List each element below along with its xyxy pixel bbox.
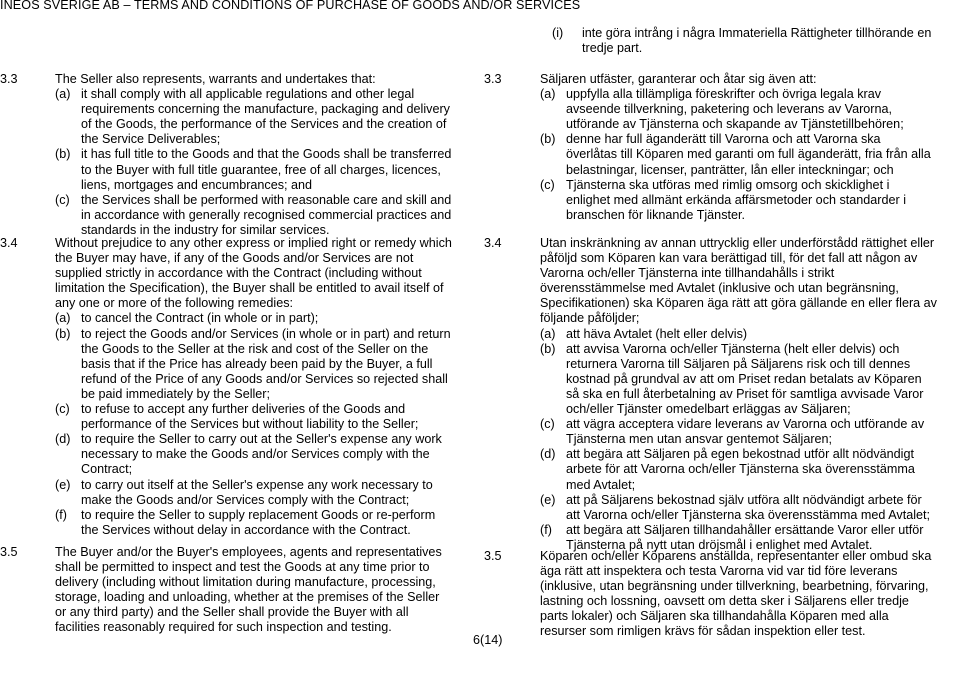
item-label: (d) <box>55 432 71 447</box>
item-line: att Varorna och/eller Tjänsterna ska överensstämma med Avtalet; <box>566 507 931 522</box>
list-item <box>55 432 478 477</box>
item-line: Tjänsterna men utan ansvar gentemot Säljaren; <box>566 432 833 447</box>
section-intro-line: Varorna och/eller Tjänsterna inte tillhandahålls i strikt <box>540 266 835 281</box>
paragraph-line: delivery (including without limitation during manufacture, processing, <box>55 575 436 590</box>
item-line: to reject the Goods and/or Services (in whole or in part) and return <box>81 326 451 341</box>
item-label: (e) <box>540 492 556 507</box>
list-item <box>540 342 960 417</box>
section-intro: The Seller also represents, warrants and undertakes that: <box>55 72 376 86</box>
item-line: Contract; <box>81 462 133 477</box>
item-line: så ska en full återbetalning av Priset för samtliga avvisade Varor <box>566 386 924 401</box>
list-item <box>540 87 960 132</box>
item-line: att på Säljarens bekostnad själv utföra allt nödvändigt arbete för <box>566 492 922 507</box>
section-number: 3.3 <box>0 72 18 86</box>
list-item <box>55 508 478 538</box>
item-line: att häva Avtalet (helt eller delvis) <box>566 326 748 341</box>
item-line: necessary to make the Goods and/or Services comply with the <box>81 447 430 462</box>
item-line: Tjänsterna ska utföras med rimlig omsorg och skicklighet i <box>566 177 890 192</box>
item-line: make the Goods and/or Services comply with the Contract; <box>81 492 410 507</box>
paragraph-line: resurser som rimligen krävs för sådan inspektion eller test. <box>540 624 866 639</box>
item-line: requirements concerning the manufacture, packaging and delivery <box>81 102 450 117</box>
item-label: (i) <box>552 26 564 40</box>
paragraph-line: The Buyer and/or the Buyer's employees, agents and representatives <box>55 545 442 559</box>
list-item <box>540 327 960 342</box>
list-item <box>540 417 960 447</box>
list-item <box>55 147 478 192</box>
list-item <box>55 87 478 147</box>
section-intro: Säljaren utfäster, garanterar och åtar sig även att: <box>540 72 817 86</box>
list-item <box>540 493 960 523</box>
item-line: kostnad på grundval av att om Priset redan betalats av Köparen <box>566 371 922 386</box>
item-line: att vägra acceptera vidare leverans av Varorna och utförande av <box>566 417 925 432</box>
item-line: tredje part. <box>582 41 643 56</box>
item-line: att begära att Säljaren på egen bekostnad utför allt nödvändigt <box>566 447 914 462</box>
list-item <box>55 478 478 508</box>
item-line: basis that if the Price has already been paid by the Buyer, a full <box>81 356 433 371</box>
section-number: 3.4 <box>0 236 18 250</box>
section-intro-line: Utan inskränkning av annan uttrycklig eller underförstådd rättighet eller <box>540 236 935 250</box>
section-intro-line: supplied strictly in accordance with the Contract (including without <box>55 266 422 281</box>
item-line: the Services shall be performed with reasonable care and skill and <box>81 192 452 207</box>
paragraph-line: Köparen och/eller Köparens anställda, representanter eller ombud ska <box>540 549 932 563</box>
paragraph-line: (inklusive, utan begränsning under tillverkning, bearbetning, förvaring, <box>540 579 929 594</box>
section-intro-line: påföljd som Köparen kan vara berättigad till, för det fall att någon av <box>540 251 918 266</box>
item-label: (e) <box>55 477 71 492</box>
section-intro-line: limitation the Specification), the Buyer shall be entitled to avail itself of <box>55 281 444 296</box>
section-intro-line: överensstämmelse med Avtalet (inklusive och utan begränsning, <box>540 281 899 296</box>
item-label: (c) <box>55 192 70 207</box>
item-label: (b) <box>540 132 556 147</box>
list-item <box>55 193 478 238</box>
paragraph-line: äga rätt att inspektera och testa Varorna vid var tid före leverans <box>540 564 898 579</box>
item-line: the Service Deliverables; <box>81 132 221 147</box>
item-line: utförande av Tjänsterna och skapande av Tjänstetillbehören; <box>566 117 904 132</box>
item-line: standards in the industry for similar services. <box>81 222 330 237</box>
item-label: (f) <box>55 507 67 522</box>
paragraph-line: or any third party) and the Seller shall provide the Buyer with all <box>55 605 409 620</box>
item-line: och/eller Tjänster omedelbart erläggas av Säljaren; <box>566 402 851 417</box>
item-label: (a) <box>55 87 71 102</box>
item-line: be paid immediately by the Seller; <box>81 386 271 401</box>
item-line: to refuse to accept any further deliveries of the Goods and <box>81 402 406 417</box>
item-line: of the Goods, the performance of the Services and the creation of <box>81 117 447 132</box>
item-line: it shall comply with all applicable regulations and other legal <box>81 87 415 102</box>
item-line: to the Buyer with full title guarantee, free of all charges, licences, <box>81 162 441 177</box>
item-label: (b) <box>55 147 71 162</box>
item-line: belastningar, licenser, panträtter, lån eller inteckningar; och <box>566 162 894 177</box>
list-item <box>540 447 960 492</box>
item-label: (c) <box>540 417 555 432</box>
section-intro-line: any one or more of the following remedies: <box>55 296 294 311</box>
item-line: uppfylla alla tillämpliga föreskrifter och övriga legala krav <box>566 87 881 102</box>
section-number: 3.4 <box>484 236 502 250</box>
item-line: to carry out itself at the Seller's expense any work necessary to <box>81 477 433 492</box>
item-line: to require the Seller to supply replacement Goods or re-perform <box>81 507 436 522</box>
item-label: (a) <box>540 326 556 341</box>
item-line: it has full title to the Goods and that the Goods shall be transferred <box>81 147 452 162</box>
item-label: (c) <box>540 177 555 192</box>
item-label: (a) <box>55 311 71 326</box>
item-line: att avvisa Varorna och/eller Tjänsterna (helt eller delvis) och <box>566 341 900 356</box>
item-label: (d) <box>540 447 556 462</box>
paragraph-line: storage, loading and unloading, whether at the premises of the Seller <box>55 590 440 605</box>
list-item <box>552 26 960 56</box>
section-number: 3.5 <box>484 549 502 563</box>
item-line: in accordance with generally recognised commercial practices and <box>81 207 452 222</box>
section-number: 3.5 <box>0 545 18 559</box>
list-item <box>55 311 478 326</box>
item-line: refund of the Price of any Goods and/or Services so rejected shall <box>81 371 448 386</box>
page-number: 6(14) <box>473 633 503 647</box>
item-line: Tjänsterna på nytt utan dröjsmål i enlighet med Avtalet. <box>566 537 873 552</box>
section-intro-line: följande påföljder; <box>540 311 640 326</box>
item-line: performance of the Services but without liability to the Seller; <box>81 417 419 432</box>
item-line: branschen för liknande Tjänster. <box>566 207 745 222</box>
list-item <box>540 132 960 177</box>
paragraph-line: parts lokaler) och Säljaren ska tillhandahålla Köparen med alla <box>540 609 889 624</box>
item-label: (a) <box>540 87 556 102</box>
item-line: avseende tillverkning, paketering och leverans av Varorna, <box>566 102 892 117</box>
document-header: INEOS SVERIGE AB – TERMS AND CONDITIONS OF PURCHASE OF GOODS AND/OR SERVICES <box>0 0 581 12</box>
item-line: arbete för att Varorna och/eller Tjänsterna ska överensstämma <box>566 462 915 477</box>
item-line: liens, mortgages and encumbrances; and <box>81 177 313 192</box>
item-label: (b) <box>55 326 71 341</box>
item-label: (f) <box>540 522 552 537</box>
paragraph-line: lastning och lossning, oavsett om detta sker i Säljarens eller tredje <box>540 594 909 609</box>
paragraph-line: facilities reasonably required for such inspection and testing. <box>55 620 392 635</box>
section-number: 3.3 <box>484 72 502 86</box>
section-intro-line: Without prejudice to any other express or implied right or remedy which <box>55 236 452 250</box>
list-item <box>55 327 478 402</box>
section-intro-line: the Buyer may have, if any of the Goods and/or Services are not <box>55 251 414 266</box>
section-intro-line: Specifikationen) ska Köparen äga rätt att göra gällande en eller flera av <box>540 296 937 311</box>
item-line: to require the Seller to carry out at the Seller's expense any work <box>81 432 442 447</box>
item-label: (c) <box>55 402 70 417</box>
item-line: to cancel the Contract (in whole or in part); <box>81 311 319 326</box>
list-item <box>55 402 478 432</box>
item-line: enlighet med allmänt erkända affärsmetoder och standarder i <box>566 192 906 207</box>
item-line: med Avtalet; <box>566 477 636 492</box>
item-line: denne har full äganderätt till Varorna och att Varorna ska <box>566 132 881 147</box>
item-line: inte göra intrång i några Immateriella Rättigheter tillhörande en <box>582 26 932 40</box>
item-line: returnera Varorna till Säljaren på Säljarens risk och till dennes <box>566 356 911 371</box>
item-line: the Goods to the Seller at the risk and cost of the Seller on the <box>81 341 429 356</box>
item-line: att begära att Säljaren tillhandahåller ersättande Varor eller utför <box>566 522 924 537</box>
item-line: överlåtas till Köparen med garanti om full äganderätt, fria från alla <box>566 147 931 162</box>
item-line: the Services without delay in accordance with the Contract. <box>81 522 411 537</box>
paragraph-line: shall be permitted to inspect and test the Goods at any time prior to <box>55 560 430 575</box>
item-label: (b) <box>540 341 556 356</box>
list-item <box>540 178 960 223</box>
